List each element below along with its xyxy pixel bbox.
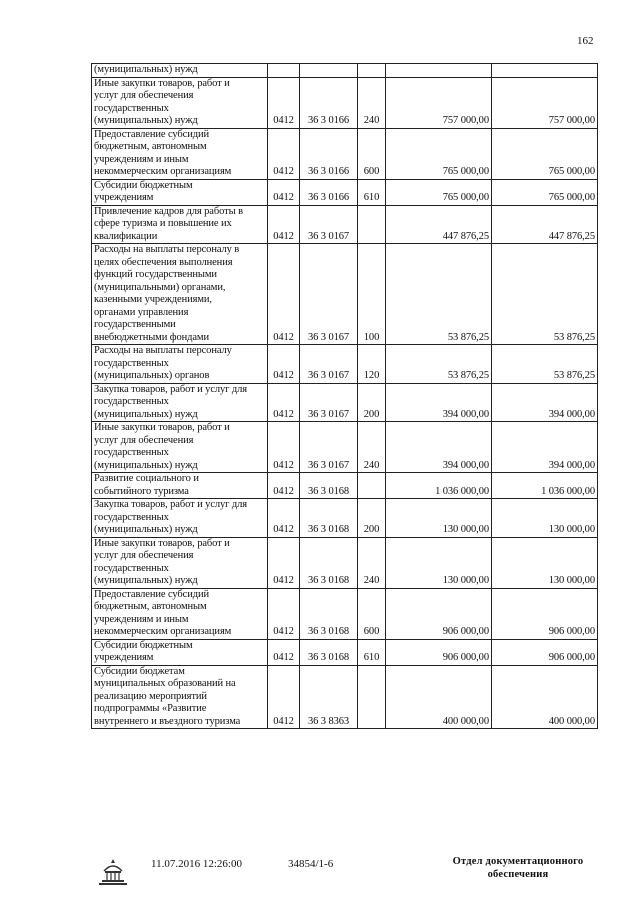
row-name-line: (муниципальных) органов (94, 370, 210, 381)
row-expense-type: 240 (358, 77, 386, 128)
footer-date: 11.07.2016 12:26:00 (151, 858, 242, 870)
row-target-code: 36 3 0168 (300, 588, 358, 639)
row-name (92, 665, 268, 729)
table-row (92, 244, 598, 345)
row-name-line: подпрограммы «Развитие (94, 703, 207, 714)
row-section-code: 0412 (268, 244, 300, 345)
row-sum-1: 906 000,00 (386, 639, 492, 665)
row-sum-2: 1 036 000,00 (492, 473, 598, 499)
row-expense-type: 120 (358, 345, 386, 384)
row-sum-1: 906 000,00 (386, 588, 492, 639)
table-row (92, 345, 598, 384)
row-target-code: 36 3 0167 (300, 345, 358, 384)
row-name-line: Субсидии бюджетам (94, 665, 185, 677)
footer-document-code: 34854/1-6 (288, 858, 334, 870)
row-target-code: 36 3 8363 (300, 665, 358, 729)
row-name-line: учреждениям (94, 192, 154, 203)
row-name (92, 77, 268, 128)
row-name-line: функций государственными (94, 269, 217, 280)
row-name (92, 499, 268, 538)
row-name-line: государственных (94, 447, 169, 458)
table-row (92, 383, 598, 422)
row-name-line: органами управления (94, 306, 189, 318)
row-sum-1: 400 000,00 (386, 665, 492, 729)
row-expense-type: 240 (358, 422, 386, 473)
row-name-line: Субсидии бюджетным (94, 179, 193, 191)
row-target-code: 36 3 0168 (300, 473, 358, 499)
row-sum-1: 130 000,00 (386, 499, 492, 538)
footer-department (448, 855, 588, 881)
table-row (92, 64, 598, 78)
row-sum-2: 765 000,00 (492, 128, 598, 179)
row-name-line: учреждениям и иным (94, 613, 189, 625)
row-sum-2: 757 000,00 (492, 77, 598, 128)
table-row (92, 639, 598, 665)
row-sum-1: 765 000,00 (386, 179, 492, 205)
footer-department-line-2: обеспечения (487, 869, 549, 880)
row-expense-type (358, 665, 386, 729)
row-section-code: 0412 (268, 537, 300, 588)
table-row (92, 499, 598, 538)
row-name-line: государственных (94, 102, 169, 114)
row-target-code: 36 3 0168 (300, 639, 358, 665)
row-name-line: государственных (94, 511, 169, 523)
row-name (92, 639, 268, 665)
row-expense-type: 600 (358, 128, 386, 179)
row-name-line: государственных (94, 357, 169, 369)
table-row (92, 77, 598, 128)
row-sum-1: 394 000,00 (386, 422, 492, 473)
row-name-line: учреждениям (94, 652, 154, 663)
row-name-line: (муниципальными) органами, (94, 281, 226, 293)
row-name-line: внутреннего и въездного туризма (94, 715, 241, 727)
row-name-line: (муниципальных) нужд (94, 459, 198, 471)
table-row (92, 128, 598, 179)
row-sum-1: 1 036 000,00 (386, 473, 492, 499)
row-name (92, 244, 268, 345)
row-name-line: Субсидии бюджетным (94, 639, 193, 651)
row-section-code: 0412 (268, 422, 300, 473)
row-target-code: 36 3 0168 (300, 499, 358, 538)
row-name-line: казенными учреждениями, (94, 294, 212, 305)
table-row (92, 205, 598, 244)
row-expense-type: 610 (358, 179, 386, 205)
row-expense-type: 200 (358, 383, 386, 422)
row-name-line: Предоставление субсидий (94, 588, 210, 600)
row-name-line: внебюджетными фондами (94, 331, 209, 343)
row-expense-type (358, 205, 386, 244)
row-section-code: 0412 (268, 499, 300, 538)
row-expense-type: 240 (358, 537, 386, 588)
row-name-line: учреждениям и иным (94, 153, 189, 165)
row-name-line: Развитие социального и (94, 473, 199, 484)
table-row (92, 179, 598, 205)
row-section-code: 0412 (268, 345, 300, 384)
row-sum-2: 394 000,00 (492, 383, 598, 422)
table-body (92, 64, 598, 729)
footer-department-line-1: Отдел документационного (452, 856, 584, 867)
row-expense-type: 100 (358, 244, 386, 345)
row-target-code: 36 3 0167 (300, 244, 358, 345)
row-target-code: 36 3 0166 (300, 128, 358, 179)
row-sum-1 (386, 64, 492, 78)
row-section-code: 0412 (268, 383, 300, 422)
row-name-line: (муниципальных) нужд (94, 524, 198, 535)
row-target-code: 36 3 0168 (300, 537, 358, 588)
row-name-line: Иные закупки товаров, работ и (94, 422, 230, 433)
row-name-line: квалификации (94, 230, 158, 242)
row-name-line: Расходы на выплаты персоналу (94, 345, 232, 356)
row-section-code: 0412 (268, 473, 300, 499)
row-sum-2 (492, 64, 598, 78)
row-name-line: реализацию мероприятий (94, 690, 207, 702)
row-section-code: 0412 (268, 588, 300, 639)
row-name-line: (муниципальных) нужд (94, 575, 198, 586)
page-number: 162 (577, 35, 594, 47)
row-expense-type: 200 (358, 499, 386, 538)
row-name-line: (муниципальных) нужд (94, 408, 198, 420)
row-target-code: 36 3 0166 (300, 77, 358, 128)
row-name (92, 345, 268, 384)
row-name-line: (муниципальных) нужд (94, 115, 198, 126)
row-name-line: услуг для обеспечения (94, 434, 194, 446)
row-name-line: Привлечение кадров для работы в (94, 205, 243, 217)
row-target-code (300, 64, 358, 78)
row-sum-2: 53 876,25 (492, 345, 598, 384)
row-name-line: событийного туризма (94, 485, 189, 497)
row-name-line: сфере туризма и повышение их (94, 218, 232, 229)
row-name-line: государственными (94, 319, 176, 330)
table-row (92, 537, 598, 588)
row-name (92, 179, 268, 205)
row-target-code: 36 3 0166 (300, 179, 358, 205)
row-target-code: 36 3 0167 (300, 422, 358, 473)
table-row (92, 665, 598, 729)
row-sum-1: 765 000,00 (386, 128, 492, 179)
row-sum-2: 394 000,00 (492, 422, 598, 473)
row-expense-type (358, 64, 386, 78)
row-section-code: 0412 (268, 128, 300, 179)
row-name-line: услуг для обеспечения (94, 90, 194, 101)
row-name-line: Расходы на выплаты персоналу в (94, 244, 240, 255)
row-sum-2: 765 000,00 (492, 179, 598, 205)
row-section-code: 0412 (268, 205, 300, 244)
row-name-line: государственных (94, 562, 169, 574)
row-name (92, 422, 268, 473)
row-name-line: некоммерческим организациям (94, 626, 232, 637)
row-name-line: бюджетным, автономным (94, 601, 207, 612)
row-name-line: государственных (94, 396, 169, 407)
row-section-code: 0412 (268, 665, 300, 729)
row-name-line: (муниципальных) нужд (94, 64, 198, 75)
row-name-line: Иные закупки товаров, работ и (94, 77, 230, 89)
row-name (92, 473, 268, 499)
row-name (92, 383, 268, 422)
row-name-line: муниципальных образований на (94, 678, 236, 689)
row-name-line: услуг для обеспечения (94, 550, 194, 561)
row-sum-2: 53 876,25 (492, 244, 598, 345)
row-name (92, 64, 268, 78)
row-sum-2: 447 876,25 (492, 205, 598, 244)
row-section-code (268, 64, 300, 78)
row-name-line: бюджетным, автономным (94, 141, 207, 152)
row-sum-2: 130 000,00 (492, 537, 598, 588)
row-name-line: Закупка товаров, работ и услуг для (94, 383, 248, 395)
row-sum-1: 447 876,25 (386, 205, 492, 244)
table-row (92, 422, 598, 473)
row-target-code: 36 3 0167 (300, 205, 358, 244)
row-expense-type: 610 (358, 639, 386, 665)
row-name (92, 537, 268, 588)
budget-table (91, 63, 598, 729)
row-name (92, 588, 268, 639)
row-section-code: 0412 (268, 77, 300, 128)
row-expense-type: 600 (358, 588, 386, 639)
table-row (92, 588, 598, 639)
row-name-line: Иные закупки товаров, работ и (94, 537, 230, 549)
row-target-code: 36 3 0167 (300, 383, 358, 422)
row-sum-2: 906 000,00 (492, 639, 598, 665)
row-name-line: целях обеспечения выполнения (94, 256, 233, 268)
table-row (92, 473, 598, 499)
row-name-line: Предоставление субсидий (94, 128, 210, 140)
row-sum-1: 130 000,00 (386, 537, 492, 588)
row-sum-1: 394 000,00 (386, 383, 492, 422)
row-sum-2: 906 000,00 (492, 588, 598, 639)
row-name-line: Закупка товаров, работ и услуг для (94, 499, 248, 510)
row-name (92, 128, 268, 179)
row-section-code: 0412 (268, 639, 300, 665)
row-expense-type (358, 473, 386, 499)
row-section-code: 0412 (268, 179, 300, 205)
row-name-line: некоммерческим организациям (94, 166, 232, 177)
row-name (92, 205, 268, 244)
row-sum-2: 130 000,00 (492, 499, 598, 538)
row-sum-1: 757 000,00 (386, 77, 492, 128)
row-sum-1: 53 876,25 (386, 345, 492, 384)
row-sum-1: 53 876,25 (386, 244, 492, 345)
row-sum-2: 400 000,00 (492, 665, 598, 729)
duma-logo-icon (96, 857, 130, 887)
